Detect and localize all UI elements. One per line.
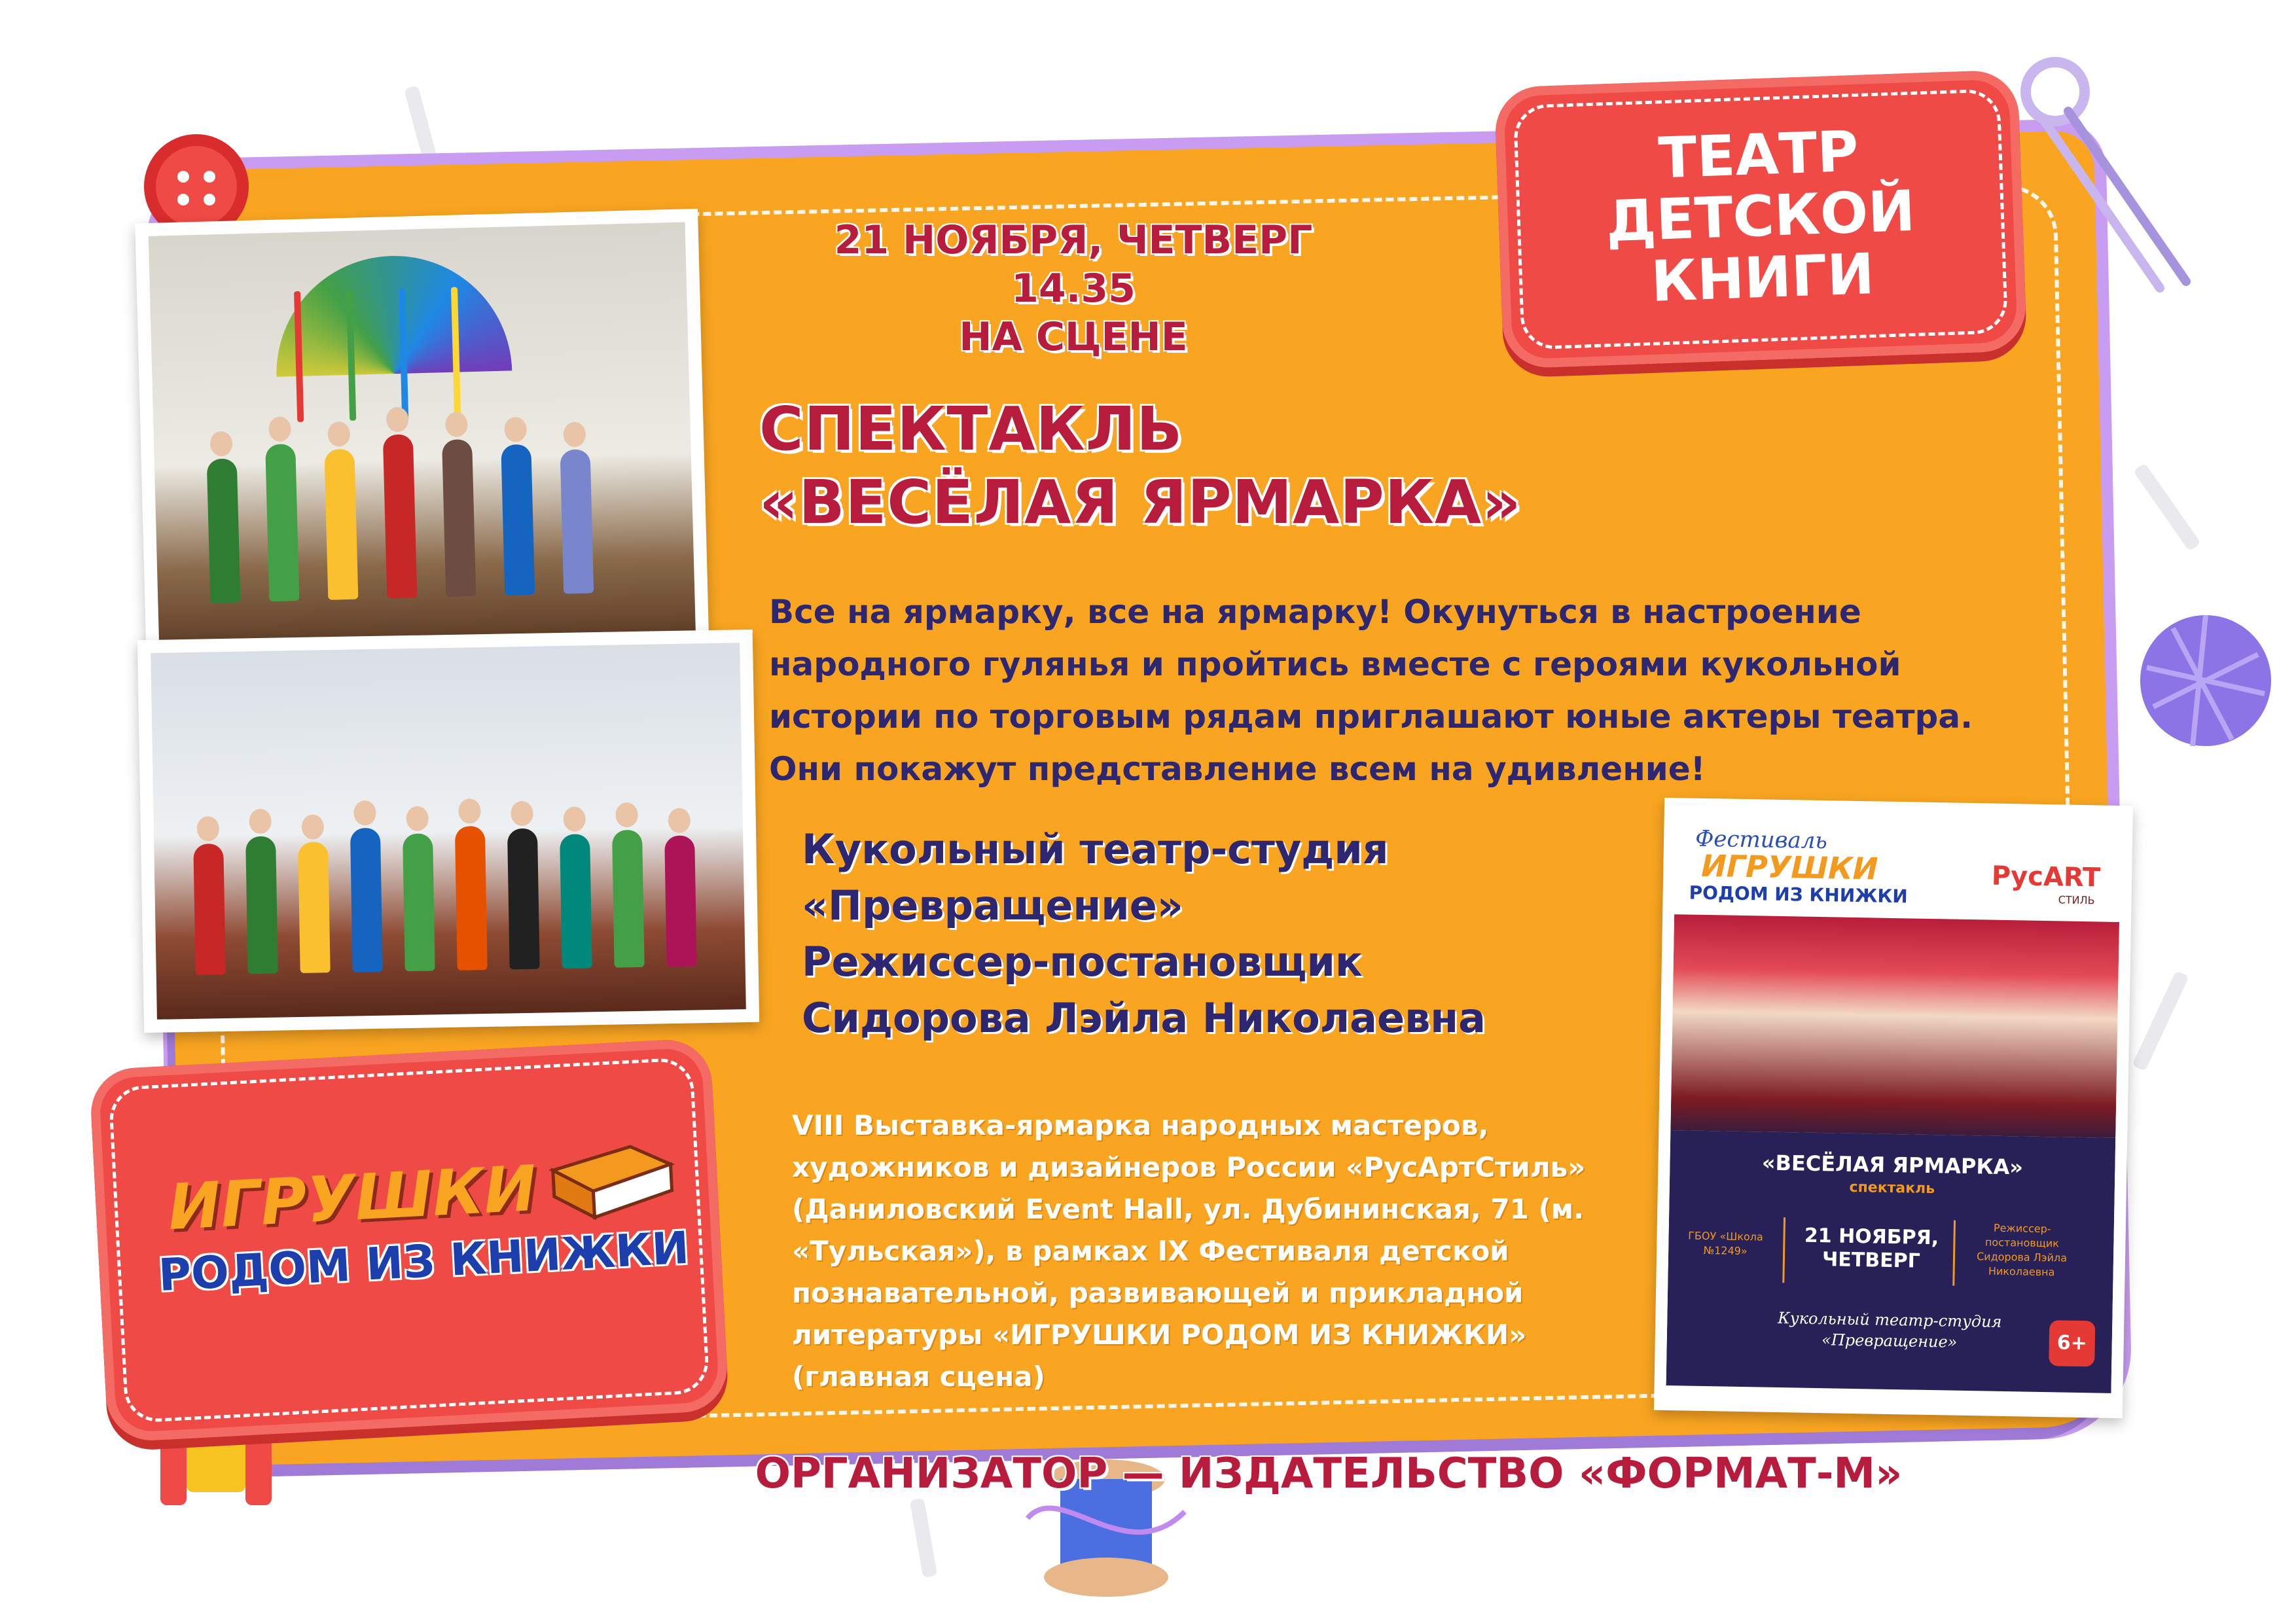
poster-brand: РусART	[1991, 861, 2101, 893]
child-figure	[612, 830, 645, 968]
logo-line: РОДОМ ИЗ КНИЖКИ	[157, 1222, 691, 1302]
child-figure	[442, 439, 476, 597]
badge-line: КНИГИ	[1649, 241, 1876, 315]
child-figure	[455, 826, 488, 971]
poster-studio: Кукольный театр-студия	[1778, 1308, 2002, 1331]
stage-photo-2	[137, 630, 759, 1033]
child-figure	[560, 449, 594, 594]
badge-line: ДЕТСКОЙ	[1605, 178, 1916, 255]
poster-festival: Фестиваль	[1695, 825, 1828, 855]
badge-text	[1496, 115, 2025, 318]
theater-badge	[1494, 69, 2028, 369]
child-figure	[403, 833, 435, 971]
expo-info: VIII Выставка-ярмарка народных мастеров, художников и дизайнеров России «РусАртСтиль» (Даниловский Event Hall, ул. Дубининская, 71 (м. «Тульская»), в рамках IX Фестиваля детской познавательной, развивающей и прикладной литературы «ИГРУШКИ РОДОМ ИЗ КНИЖКИ» (главная сцена)	[792, 1109, 1586, 1393]
event-time: 14.35	[1011, 266, 1136, 312]
poster-school: ГБОУ «Школа №1249»	[1688, 1229, 1763, 1258]
title-line: СПЕКТАКЛЬ	[759, 394, 1183, 464]
child-figure	[664, 835, 696, 967]
event-date: 21 НОЯБРЯ, ЧЕТВЕРГ	[834, 217, 1313, 263]
safety-pin-icon	[2016, 52, 2212, 301]
child-figure	[324, 449, 358, 600]
child-figure	[265, 444, 299, 601]
title-line: «ВЕСЁЛАЯ ЯРМАРКА»	[759, 467, 1522, 537]
child-figure	[383, 435, 418, 599]
child-figure	[560, 834, 592, 969]
child-figure	[207, 459, 241, 603]
poster-subtitle: спектакль	[1849, 1179, 1935, 1198]
badge-line: ТЕАТР	[1657, 118, 1860, 192]
child-figure	[193, 844, 225, 975]
decor-stick	[2132, 971, 2189, 1071]
decor-stick	[2133, 463, 2201, 551]
studio-line: Режиссер-постановщик	[802, 938, 1363, 986]
poster-director: Режиссер-постановщик Сидорова Лэйла Николаевна	[1976, 1221, 2068, 1279]
age-rating-badge: 6+	[2049, 1320, 2095, 1366]
stage-photo-1	[135, 209, 709, 668]
child-figure	[350, 828, 383, 972]
child-figure	[507, 828, 540, 969]
poster-date: 21 НОЯБРЯ, ЧЕТВЕРГ	[1804, 1224, 1939, 1273]
poster-info-panel	[1666, 1130, 2116, 1393]
studio-line: Кукольный театр-студия	[802, 825, 1389, 873]
event-description: Все на ярмарку, все на ярмарку! Окунуться в настроение народного гулянья и пройтись вместе с героями кукольной истории по торговым рядам приглашают юные актеры театра. Они покажут представление всем на удивление!	[769, 593, 1973, 788]
event-place: НА СЦЕНЕ	[959, 314, 1188, 360]
child-figure	[501, 444, 535, 596]
child-figure	[245, 836, 278, 974]
festival-logo-badge	[89, 1038, 730, 1443]
poster-divider	[1782, 1217, 1785, 1283]
event-poster	[1654, 798, 2133, 1418]
studio-line: Сидорова Лэйла Николаевна	[802, 994, 1486, 1042]
poster-logo: ИГРУШКИ	[1700, 847, 1878, 887]
decor-stick	[910, 1498, 938, 1578]
poster-divider	[1952, 1221, 1956, 1286]
umbrella-prop	[274, 253, 512, 376]
child-figure	[298, 842, 330, 973]
poster-photo	[1670, 914, 2119, 1138]
poster-studio: «Превращение»	[1821, 1330, 1958, 1351]
book-icon	[545, 1137, 681, 1229]
event-title	[759, 393, 1676, 539]
yarn-ball-icon	[2134, 609, 2278, 753]
studio-line: «Превращение»	[802, 882, 1183, 929]
logo-line: ИГРУШКИ	[166, 1151, 539, 1245]
poster-logo: РОДОМ ИЗ КНИЖКИ	[1689, 882, 1909, 908]
poster-title: «ВЕСЁЛАЯ ЯРМАРКА»	[1761, 1150, 2024, 1180]
organizer-line: ОРГАНИЗАТОР — ИЗДАТЕЛЬСТВО «ФОРМАТ-М»	[755, 1450, 1903, 1498]
studio-info	[802, 821, 1653, 1046]
poster-brand-sub: СТИЛЬ	[2058, 893, 2095, 907]
event-datetime	[746, 216, 1401, 361]
